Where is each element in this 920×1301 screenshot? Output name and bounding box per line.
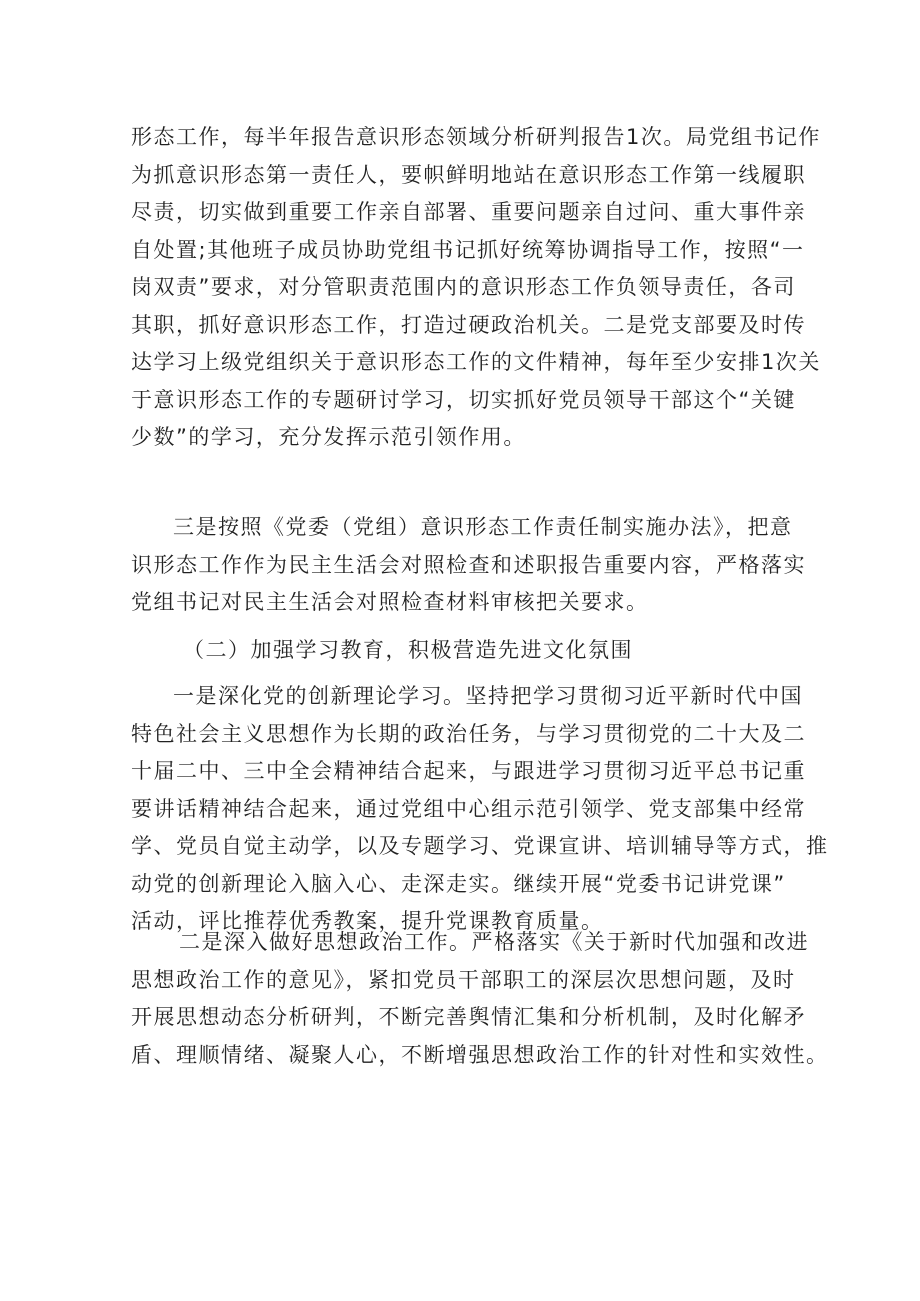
text-line: 为抓意识形态第一责任人，要帜鲜明地站在意识形态工作第一线履职 — [131, 162, 806, 187]
text-line: 学、党员自觉主动学，以及专题学习、党课宣讲、培训辅导等方式，推 — [131, 834, 829, 858]
text-line: 要讲话精神结合起来，通过党组中心组示范引领学、党支部集中经常 — [131, 796, 806, 821]
paragraph-implementation-measures — [131, 509, 806, 622]
text-line: 三是按照《党委（党组）意识形态工作责任制实施办法》，把意 — [173, 515, 793, 539]
text-line: 盾、理顺情绪、凝聚人心，不断增强思想政治工作的针对性和实效性。 — [131, 1042, 829, 1067]
text-line: 思想政治工作的意见》，紧扣党员干部职工的深层次思想问题，及时 — [131, 967, 796, 992]
text-line: 岗双责”要求，对分管职责范围内的意识形态工作负领导责任，各司 — [131, 275, 796, 299]
text-line: 达学习上级党组织关于意识形态工作的文件精神，每年至少安排1次关 — [131, 350, 821, 374]
text-line: 动党的创新理论入脑入心、走深走实。继续开展“党委书记讲党课” — [131, 871, 786, 896]
text-line: 尽责，切实做到重要工作亲自部署、重要问题亲自过问、重大事件亲 — [131, 200, 806, 224]
paragraph-ideology-responsibility — [131, 119, 821, 457]
heading-line: （二）加强学习教育，积极营造先进文化氛围 — [183, 638, 633, 662]
text-line: 十届二中、三中全会精神结合起来，与跟进学习贯彻习近平总书记重 — [131, 759, 806, 783]
text-line: 识形态工作作为民主生活会对照检查和述职报告重要内容，严格落实 — [131, 552, 806, 577]
text-line: 党组书记对民主生活会对照检查材料审核把关要求。 — [131, 590, 649, 614]
text-line: 一是深化党的创新理论学习。坚持把学习贯彻习近平新时代中国 — [173, 684, 803, 708]
text-line: 其职，抓好意识形态工作，打造过硬政治机关。二是党支部要及时传 — [131, 312, 806, 337]
paragraph-theory-study — [131, 678, 829, 941]
text-line: 活动，评比推荐优秀教案，提升党课教育质量。 — [131, 909, 604, 933]
section-heading — [131, 632, 791, 670]
text-line: 形态工作，每半年报告意识形态领域分析研判报告1次。局党组书记作 — [131, 125, 821, 149]
text-line: 开展思想动态分析研判，不断完善舆情汇集和分析机制，及时化解矛 — [131, 1005, 806, 1029]
text-line: 于意识形态工作的专题研讨学习，切实抓好党员领导干部这个“关键 — [131, 387, 796, 412]
text-line: 特色社会主义思想作为长期的政治任务，与学习贯彻党的二十大及二 — [131, 721, 806, 746]
paragraph-political-work — [131, 924, 829, 1074]
text-line: 自处置;其他班子成员协助党组书记抓好统筹协调指导工作，按照“一 — [131, 237, 805, 262]
text-line: 二是深入做好思想政治工作。严格落实《关于新时代加强和改进 — [179, 930, 809, 954]
text-line: 少数”的学习，充分发挥示范引领作用。 — [131, 425, 526, 449]
